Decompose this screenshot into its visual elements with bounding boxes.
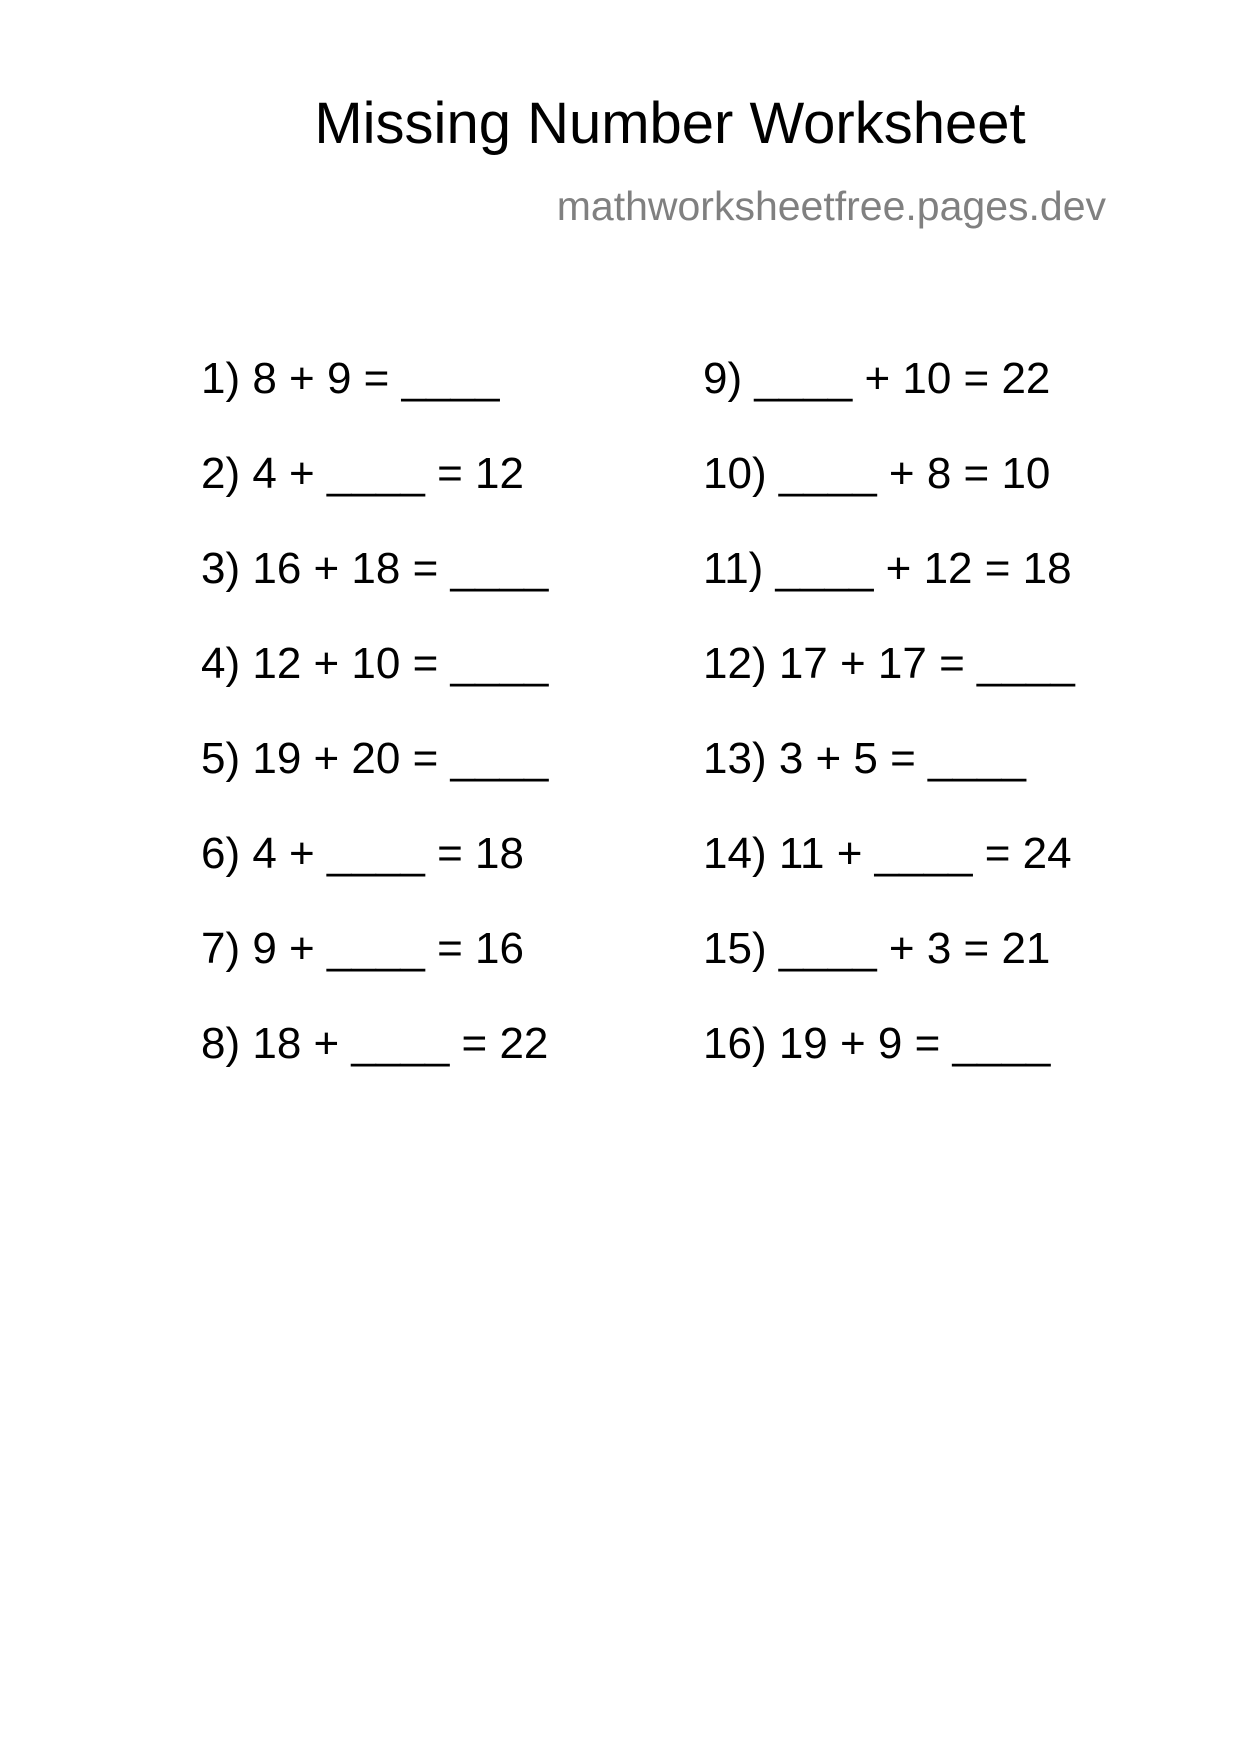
problem-2: 2) 4 + ____ = 12 [201, 449, 524, 498]
problem-3: 3) 16 + 18 = ____ [201, 544, 549, 593]
problem-16: 16) 19 + 9 = ____ [703, 1019, 1051, 1068]
problem-8: 8) 18 + ____ = 22 [201, 1019, 549, 1068]
problem-14: 14) 11 + ____ = 24 [703, 829, 1072, 878]
problem-10: 10) ____ + 8 = 10 [703, 449, 1051, 498]
problem-13: 13) 3 + 5 = ____ [703, 734, 1026, 783]
problem-6: 6) 4 + ____ = 18 [201, 829, 524, 878]
problem-11: 11) ____ + 12 = 18 [703, 544, 1072, 593]
problem-5: 5) 19 + 20 = ____ [201, 734, 549, 783]
problem-12: 12) 17 + 17 = ____ [703, 639, 1075, 688]
problem-4: 4) 12 + 10 = ____ [201, 639, 549, 688]
problem-15: 15) ____ + 3 = 21 [703, 924, 1051, 973]
worksheet-title: Missing Number Worksheet [314, 91, 1026, 156]
problem-7: 7) 9 + ____ = 16 [201, 924, 524, 973]
problem-9: 9) ____ + 10 = 22 [703, 354, 1051, 403]
source-url: mathworksheetfree.pages.dev [556, 183, 1106, 229]
problem-1: 1) 8 + 9 = ____ [201, 354, 500, 403]
